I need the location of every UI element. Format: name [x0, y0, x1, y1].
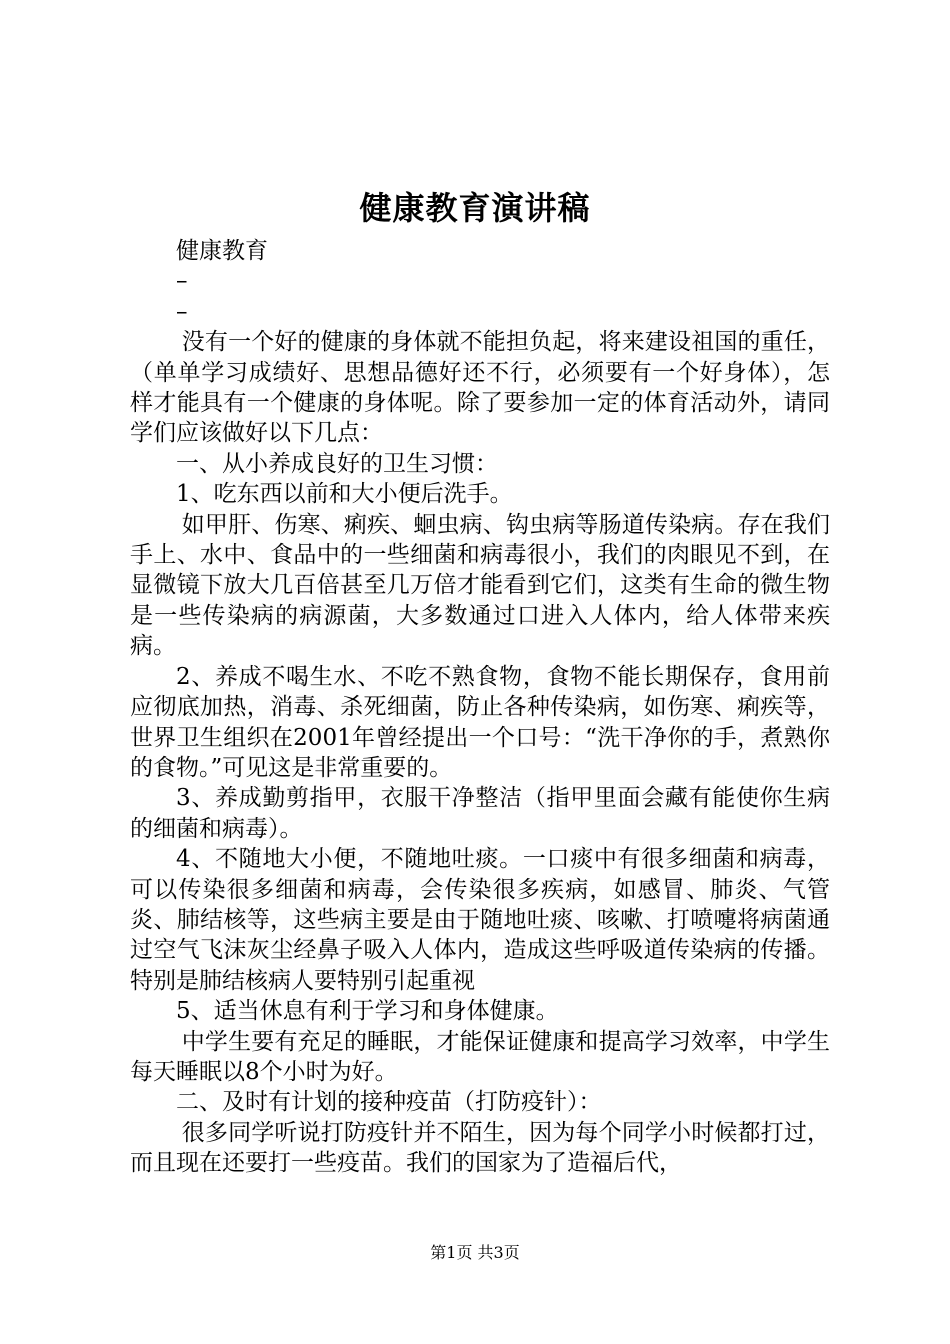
paragraph-section-1-heading: 一、从小养成良好的卫生习惯：	[176, 450, 498, 477]
paragraph-item-4: 4、不随地大小便，不随地吐痰。一口痰中有很多细菌和病毒，可以传染很多细菌和病毒，会传染很多疾病，如感冒、肺炎、气管炎、肺结核等，这些病主要是由于随地吐痰、咳嗽、打喷嚏将病菌通过空气飞沫灰尘经鼻子吸入人体内，造成这些呼吸道传染病的传播。特别是肺结核病人要特别引起重视	[130, 846, 830, 994]
document-body	[130, 236, 830, 1179]
paragraph-item-5-detail: 中学生要有充足的睡眠，才能保证健康和提高学习效率，中学生每天睡眠以8个小时为好。	[130, 1028, 830, 1085]
paragraph-section-2-heading: 二、及时有计划的接种疫苗（打防疫针）：	[176, 1089, 602, 1116]
paragraph-dash-1: –	[176, 268, 188, 295]
paragraph-item-2: 2、养成不喝生水、不吃不熟食物，食物不能长期保存，食用前应彻底加热，消毒、杀死细菌，防止各种传染病，如伤寒、痢疾等，世界卫生组织在2001年曾经提出一个口号：“洗干净你的手，煮熟你的食物。”可见这是非常重要的。	[130, 663, 830, 781]
paragraph-item-5: 5、适当休息有利于学习和身体健康。	[176, 998, 559, 1025]
paragraph-item-3: 3、养成勤剪指甲，衣服干净整洁（指甲里面会藏有能使你生病的细菌和病毒）。	[130, 785, 830, 842]
paragraph-item-1-detail: 如甲肝、伤寒、痢疾、蛔虫病、钩虫病等肠道传染病。存在我们手上、水中、食品中的一些细菌和病毒很小，我们的肉眼见不到，在显微镜下放大几百倍甚至几万倍才能看到它们，这类有生命的微生物是一些传染病的病源菌，大多数通过口进入人体内，给人体带来疾病。	[130, 511, 830, 660]
paragraph-dash-2: –	[176, 298, 188, 325]
paragraph-item-1: 1、吃东西以前和大小便后洗手。	[176, 481, 513, 508]
paragraph-intro: 没有一个好的健康的身体就不能担负起，将来建设祖国的重任，（单单学习成绩好、思想品德好还不行，必须要有一个好身体），怎样才能具有一个健康的身体呢。除了要参加一定的体育活动外，请同学们应该做好以下几点：	[130, 329, 830, 447]
paragraph-section-2-detail: 很多同学听说打防疫针并不陌生，因为每个同学小时候都打过，而且现在还要打一些疫苗。我们的国家为了造福后代，	[130, 1119, 830, 1177]
page-footer: 第1页 共3页	[430, 1243, 520, 1262]
paragraph-subtitle: 健康教育	[176, 238, 268, 264]
document-title: 健康教育演讲稿	[359, 189, 591, 227]
